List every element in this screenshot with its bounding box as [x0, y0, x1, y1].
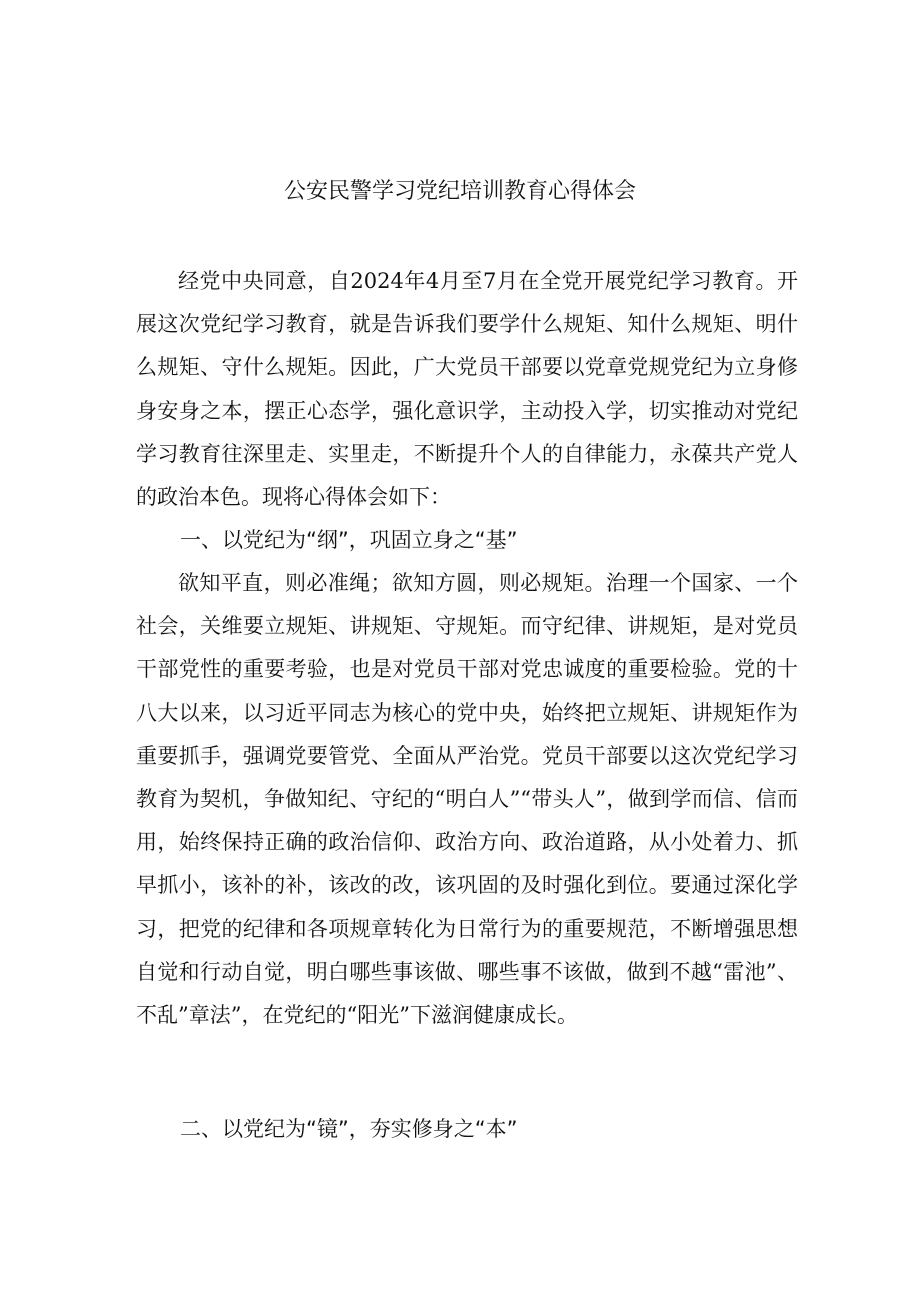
section-2-heading: 二、以党纪为“镜”，夯实修身之“本” — [180, 1117, 518, 1141]
document-title: 公安民警学习党纪培训教育心得体会 — [283, 179, 636, 204]
section-1-paragraph: 欲知平直，则必准绳；欲知方圆，则必规矩。治理一个国家、一个社会，关维要立规矩、讲规矩、守规矩。而守纪律、讲规矩，是对党员干部党性的重要考验，也是对党员干部对党忠诚度的重要检验。党的十八大以来，以习近平同志为核心的党中央，始终把立规矩、讲规矩作为重要抓手，强调党要管党、全面从严治党。党员干部要以这次党纪学习教育为契机，争做知纪、守纪的“明白人”“带头人”，做到学而信、信而用，始终保持正确的政治信仰、政治方向、政治道路，从小处着力、抓早抓小，该补的补，该改的改，该巩固的及时强化到位。要通过深化学习，把党的纪律和各项规章转化为日常行为的重要规范，不断增强思想自觉和行动自觉，明白哪些事该做、哪些事不该做，做到不越“雷池”、不乱”章法”，在党纪的“阳光”下滋润健康成长。 — [136, 571, 798, 1028]
intro-paragraph: 经党中央同意，自2024年4月至7月在全党开展党纪学习教育。开展这次党纪学习教育，就是告诉我们要学什么规矩、知什么规矩、明什么规矩、守什么规矩。因此，广大党员干部要以党章党规党纪为立身修身安身之本，摆正心态学，强化意识学，主动投入学，切实推动对党纪学习教育往深里走、实里走，不断提升个人的自律能力，永葆共产党人的政治本色。现将心得体会如下： — [136, 269, 798, 510]
section-1-heading: 一、以党纪为“纲”，巩固立身之“基” — [180, 528, 518, 552]
